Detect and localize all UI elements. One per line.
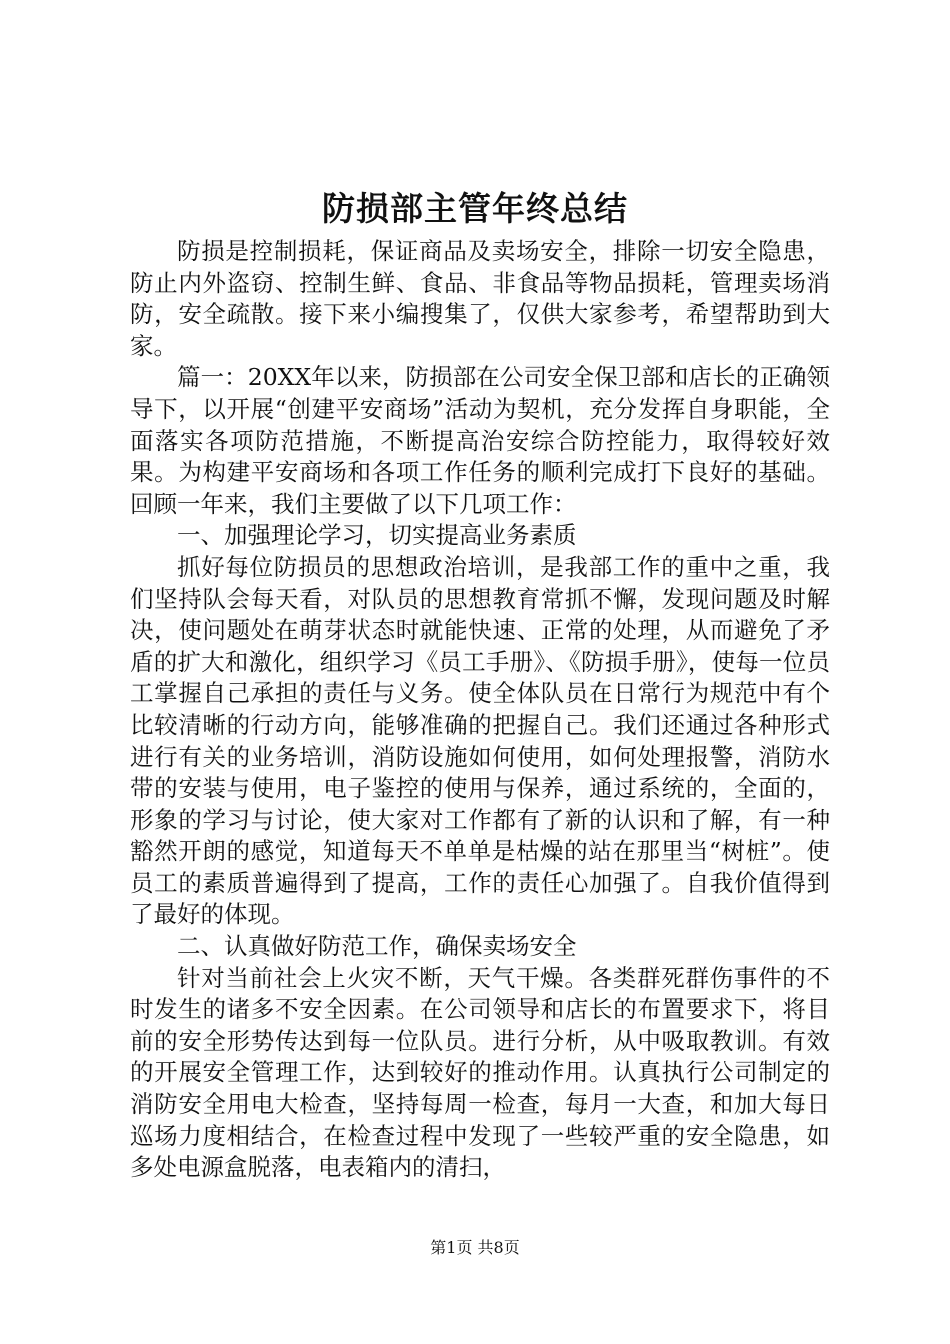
page-footer: 第1页 共8页 bbox=[430, 1238, 520, 1257]
section-heading-1: 一、加强理论学习，切实提高业务素质 bbox=[177, 521, 577, 550]
document-body bbox=[130, 236, 830, 1184]
document-title: 防损部主管年终总结 bbox=[322, 189, 628, 228]
section-heading-2: 二、认真做好防范工作，确保卖场安全 bbox=[177, 932, 577, 961]
intro-paragraph: 防损是控制损耗，保证商品及卖场安全，排除一切安全隐患，防止内外盗窃、控制生鲜、食品、非食品等物品损耗，管理卖场消防，安全疏散。接下来小编搜集了，仅供大家参考，希望帮助到大家。 bbox=[130, 237, 830, 360]
section-2-paragraph: 针对当前社会上火灾不断，天气干燥。各类群死群伤事件的不时发生的诸多不安全因素。在公司领导和店长的布置要求下，将目前的安全形势传达到每一位队员。进行分析，从中吸取教训。有效的开展安全管理工作，达到较好的推动作用。认真执行公司制定的消防安全用电大检查，坚持每周一检查，每月一大查，和加大每日巡场力度相结合，在检查过程中发现了一些较严重的安全隐患，如多处电源盒脱落，电表箱内的清扫， bbox=[130, 963, 830, 1182]
part-one-paragraph: 篇一：20XX年以来，防损部在公司安全保卫部和店长的正确领导下，以开展“创建平安商场”活动为契机，充分发挥自身职能，全面落实各项防范措施，不断提高治安综合防控能力，取得较好效果。为构建平安商场和各项工作任务的顺利完成打下良好的基础。回顾一年来，我们主要做了以下几项工作： bbox=[130, 363, 830, 518]
section-1-paragraph: 抓好每位防损员的思想政治培训，是我部工作的重中之重，我们坚持队会每天看，对队员的思想教育常抓不懈，发现问题及时解决，使问题处在萌芽状态时就能快速、正常的处理，从而避免了矛盾的扩大和激化，组织学习《员工手册》、《防损手册》，使每一位员工掌握自己承担的责任与义务。使全体队员在日常行为规范中有个比较清晰的行动方向，能够准确的把握自己。我们还通过各种形式进行有关的业务培训，消防设施如何使用，如何处理报警，消防水带的安装与使用，电子鉴控的使用与保养，通过系统的，全面的，形象的学习与讨论，使大家对工作都有了新的认识和了解，有一种豁然开朗的感觉，知道每天不单单是枯燥的站在那里当“树桩”。使员工的素质普遍得到了提高，工作的责任心加强了。自我价值得到了最好的体现。 bbox=[130, 552, 830, 929]
